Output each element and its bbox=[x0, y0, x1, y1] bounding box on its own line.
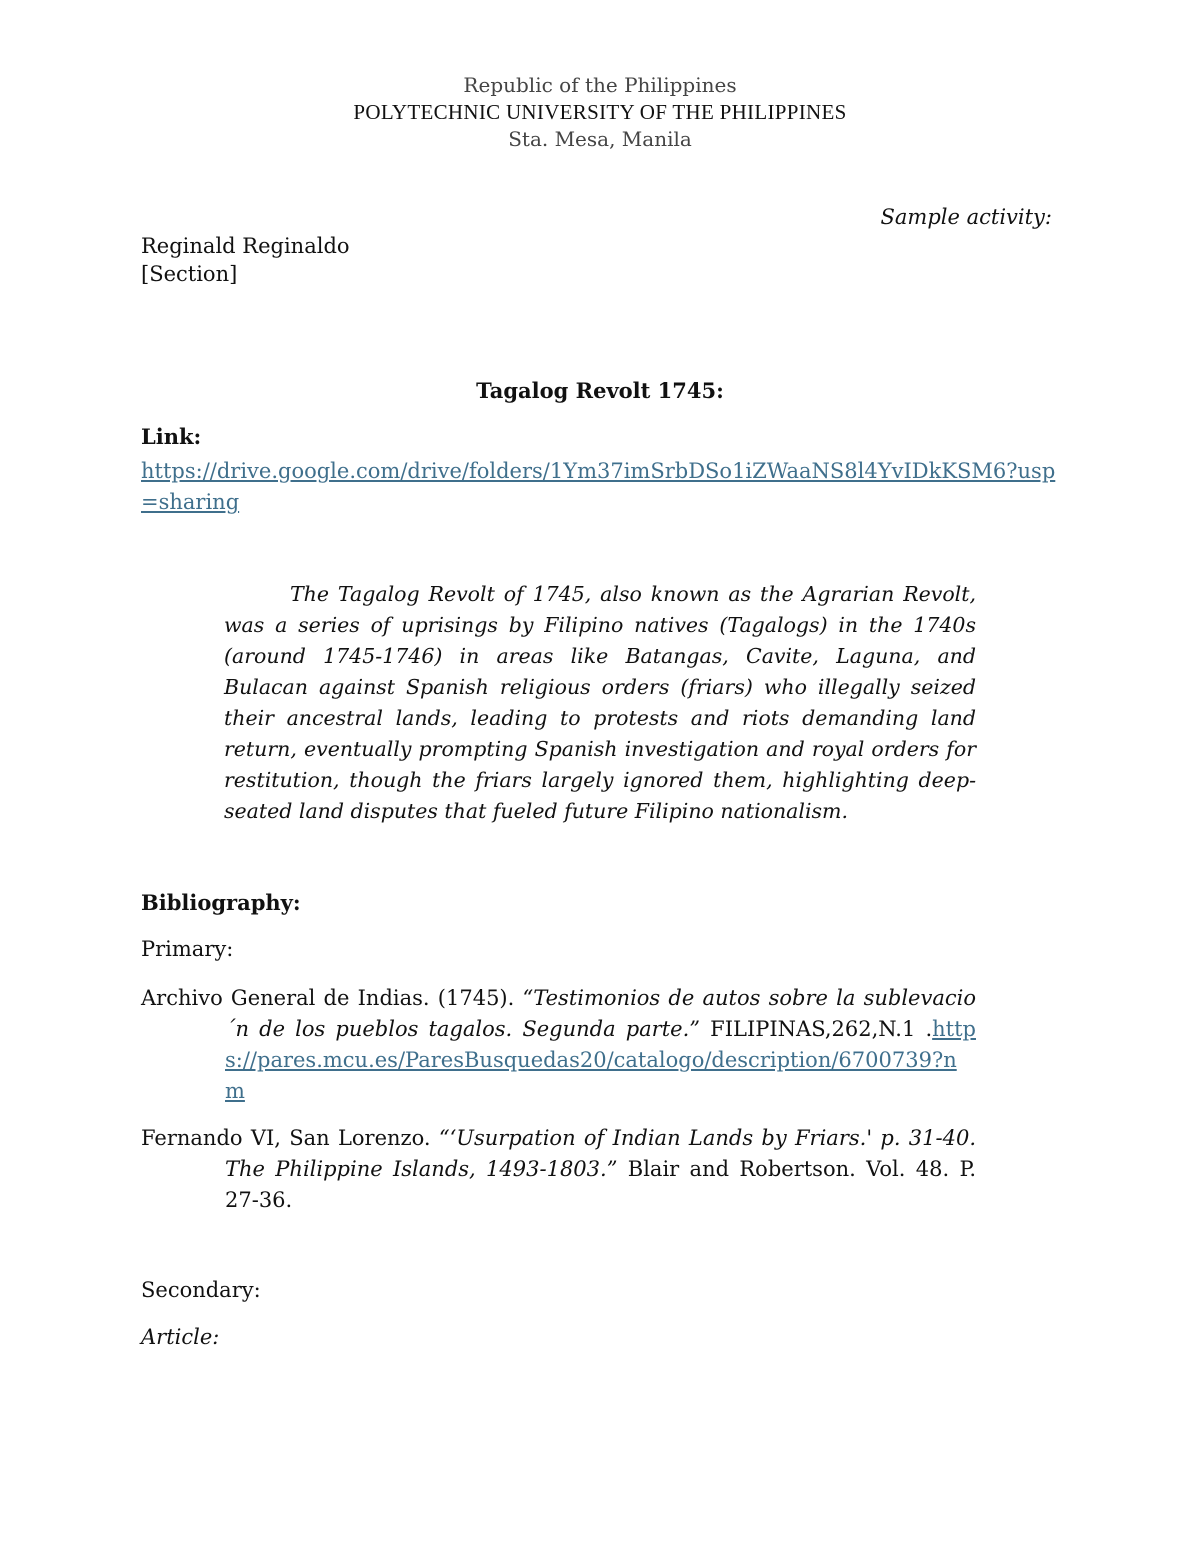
abstract-paragraph: The Tagalog Revolt of 1745, also known as the Agrarian Revolt, was a series of uprisings by Filipino natives (Tagalogs) in the 1740s (around 1745-1746) in areas like Batangas, Cavite, Laguna, and Bulacan against Spanish religious orders (friars) who illegally seized their ancestral lands, leading to protests and riots demanding land return, eventually prompting Spanish investigation and royal orders for restitution, though the friars largely ignored them, highlighting deep-seated land disputes that fueled future Filipino nationalism. bbox=[224, 582, 976, 823]
document-title: Tagalog Revolt 1745: bbox=[476, 378, 724, 403]
bibliography-entry bbox=[141, 983, 976, 1107]
entry-title: “‘Usurpation of Indian Lands by Friars.' p. 31-40. The Philippine Islands, 1493-1803.” bbox=[225, 1126, 976, 1181]
author-section: [Section] bbox=[141, 262, 238, 286]
entry-title: “Testimonios de autos sobre la sublevacio´n de los pueblos tagalos. Segunda parte.” bbox=[225, 986, 976, 1041]
entry-lead: Archivo General de Indias. (1745). bbox=[141, 986, 523, 1010]
author-block bbox=[141, 232, 350, 288]
primary-sources-label: Primary: bbox=[141, 937, 234, 961]
sample-activity-label: Sample activity: bbox=[880, 205, 1052, 229]
entry-link[interactable]: https://pares.mcu.es/ParesBusquedas20/catalogo/description/6700739?nm bbox=[225, 1017, 976, 1103]
document-header bbox=[0, 72, 1200, 153]
article-label: Article: bbox=[141, 1325, 220, 1349]
university-name: POLYTECHNIC UNIVERSITY OF THE PHILIPPINES bbox=[353, 100, 847, 124]
entry-tail: Blair and Robertson. Vol. 48. P. 27-36. bbox=[225, 1157, 977, 1212]
bibliography-entry bbox=[141, 1123, 976, 1216]
drive-link[interactable]: https://drive.google.com/drive/folders/1Ym37imSrbDSo1iZWaaNS8l4YvIDkKSM6?usp=sharing bbox=[141, 459, 1056, 514]
republic-line: Republic of the Philippines bbox=[463, 73, 737, 97]
bibliography-heading: Bibliography: bbox=[141, 890, 301, 915]
location-line: Sta. Mesa, Manila bbox=[508, 127, 692, 151]
secondary-sources-label: Secondary: bbox=[141, 1278, 261, 1302]
link-label: Link: bbox=[141, 424, 202, 449]
author-name: Reginald Reginaldo bbox=[141, 234, 350, 258]
entry-tail: FILIPINAS,262,N.1 . bbox=[700, 1017, 933, 1041]
entry-lead: Fernando VI, San Lorenzo. bbox=[141, 1126, 439, 1150]
